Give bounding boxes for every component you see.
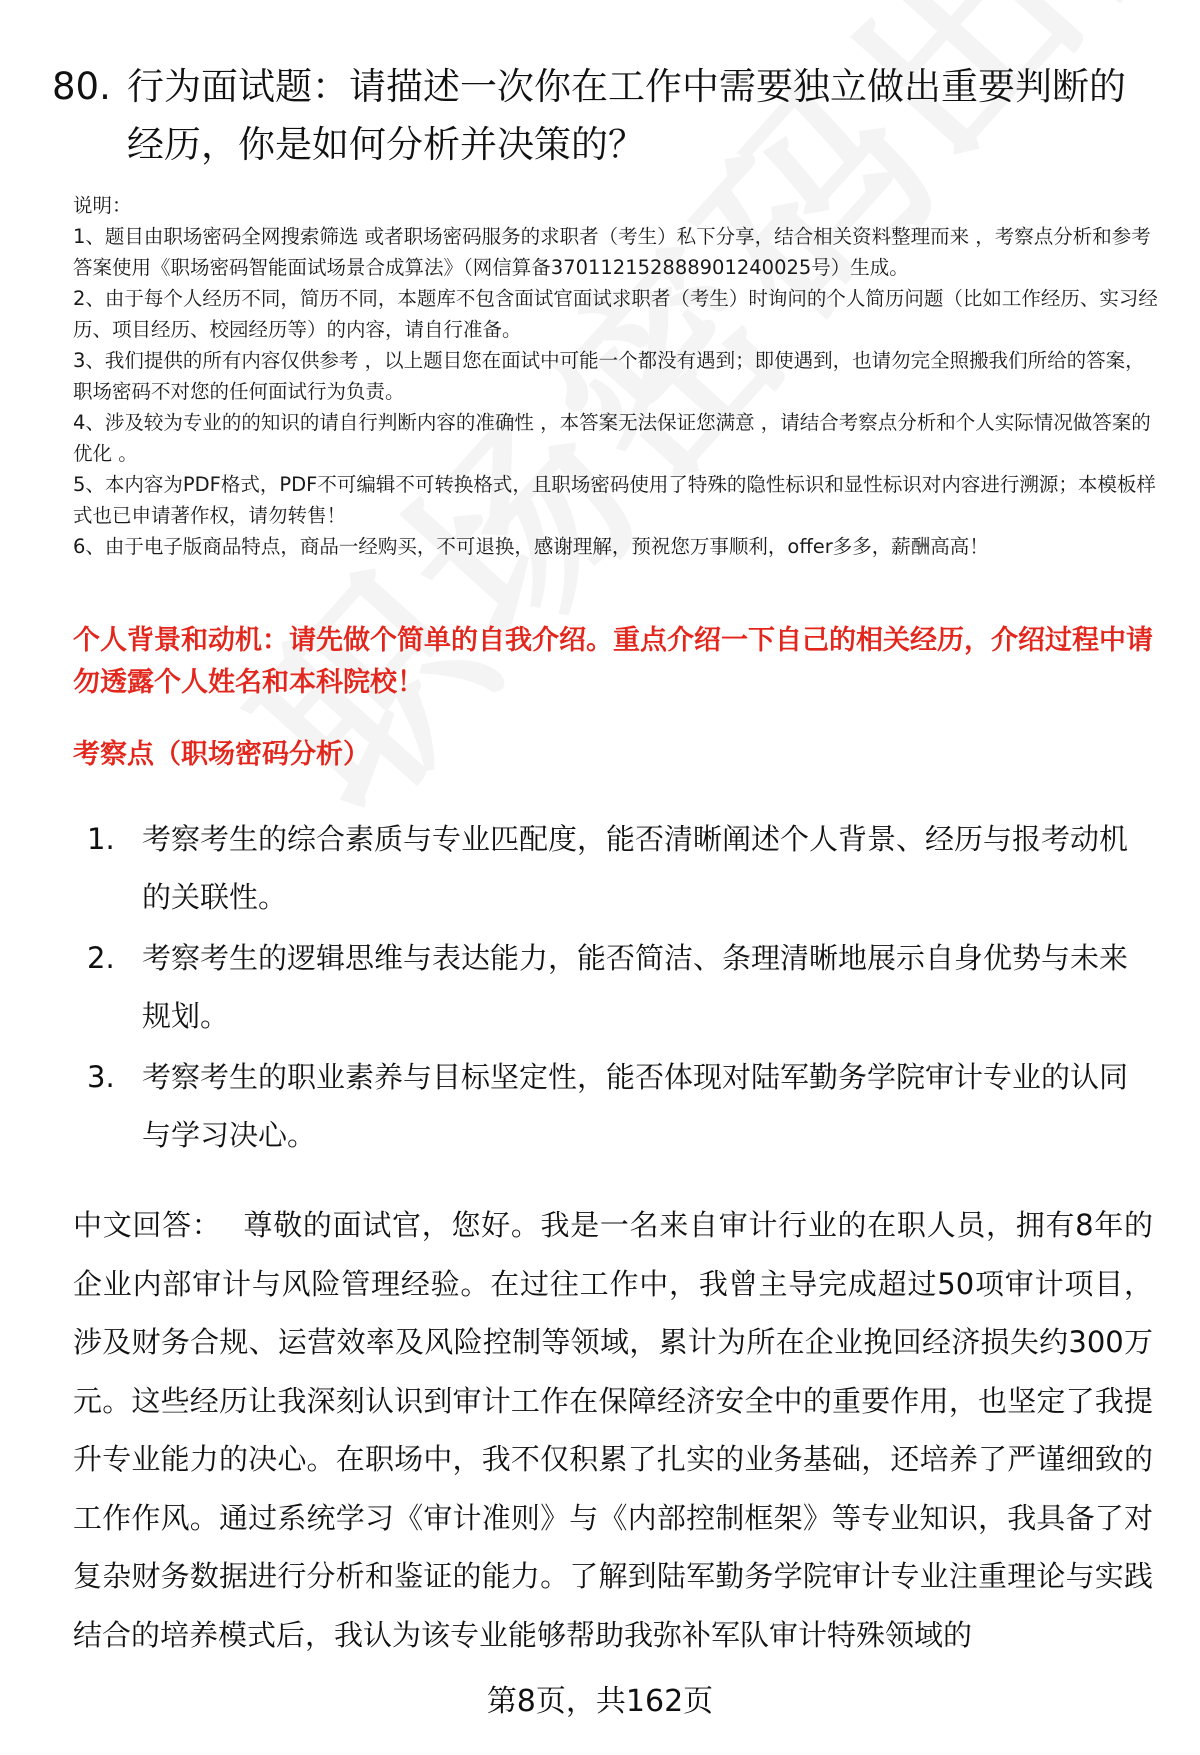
note-item: 1、题目由职场密码全网搜索筛选 或者职场密码服务的求职者（考生）私下分享，结合相关资料整理而来 ，考察点分析和参考答案使用《职场密码智能面试场景合成算法》（网信算备370112152888901240025号）生成。 bbox=[73, 225, 1151, 279]
point-number: 1. bbox=[87, 822, 115, 856]
answer-text: 尊敬的面试官，您好。我是一名来自审计行业的在职人员，拥有8年的企业内部审计与风险管理经验。在过往工作中，我曾主导完成超过50项审计项目，涉及财务合规、运营效率及风险控制等领域，累计为所在企业挽回经济损失约300万元。这些经历让我深刻认识到审计工作在保障经济安全中的重要作用，也坚定了我提升专业能力的决心。在职场中，我不仅积累了扎实的业务基础，还培养了严谨细致的工作作风。通过系统学习《审计准则》与《内部控制框架》等专业知识，我具备了对复杂财务数据进行分析和鉴证的能力。了解到陆军勤务学院审计专业注重理论与实践结合的培养模式后，我认为该专业能够帮助我弥补军队审计特殊领域的 bbox=[73, 1208, 1153, 1652]
list-item bbox=[73, 810, 1153, 926]
note-item: 6、由于电子版商品特点，商品一经购买，不可退换，感谢理解，预祝您万事顺利，offer多多，薪酬高高！ bbox=[73, 535, 989, 558]
list-item bbox=[73, 1048, 1153, 1164]
notes-section bbox=[73, 190, 1163, 562]
analysis-points-list bbox=[73, 810, 1153, 1167]
note-item: 5、本内容为PDF格式，PDF不可编辑不可转换格式，且职场密码使用了特殊的隐性标识和显性标识对内容进行溯源；本模板样式也已申请著作权，请勿转售！ bbox=[73, 473, 1156, 527]
note-item: 4、涉及较为专业的的知识的请自行判断内容的准确性 ，本答案无法保证您满意 ，请结合考察点分析和个人实际情况做答案的优化 。 bbox=[73, 411, 1151, 465]
note-item: 3、我们提供的所有内容仅供参考 ，以上题目您在面试中可能一个都没有遇到；即使遇到，也请勿完全照搬我们所给的答案，职场密码不对您的任何面试行为负责。 bbox=[73, 349, 1145, 403]
point-number: 3. bbox=[87, 1060, 115, 1094]
note-item: 2、由于每个人经历不同，简历不同，本题库不包含面试官面试求职者（考生）时询问的个人简历问题（比如工作经历、实习经历、项目经历、校园经历等）的内容，请自行准备。 bbox=[73, 287, 1158, 341]
page-footer: 第8页，共162页 bbox=[486, 1684, 714, 1719]
answer-paragraph bbox=[73, 1196, 1153, 1664]
point-text: 考察考生的综合素质与专业匹配度，能否清晰阐述个人背景、经历与报考动机的关联性。 bbox=[142, 822, 1129, 914]
point-number: 2. bbox=[87, 941, 115, 975]
sub-question: 个人背景和动机：请先做个简单的自我介绍。重点介绍一下自己的相关经历，介绍过程中请勿透露个人姓名和本科院校！ bbox=[73, 625, 1153, 698]
question-text: 行为面试题：请描述一次你在工作中需要独立做出重要判断的经历，你是如何分析并决策的？ bbox=[127, 65, 1126, 166]
point-text: 考察考生的职业素养与目标坚定性，能否体现对陆军勤务学院审计专业的认同与学习决心。 bbox=[142, 1060, 1129, 1152]
answer-label: 中文回答： bbox=[73, 1208, 222, 1242]
question-title bbox=[52, 58, 1152, 174]
list-item bbox=[73, 929, 1153, 1045]
question-number: 80. bbox=[52, 65, 111, 108]
analysis-heading: 考察点（职场密码分析） bbox=[73, 739, 370, 770]
notes-heading: 说明： bbox=[73, 194, 132, 217]
point-text: 考察考生的逻辑思维与表达能力，能否简洁、条理清晰地展示自身优势与未来规划。 bbox=[142, 941, 1129, 1033]
